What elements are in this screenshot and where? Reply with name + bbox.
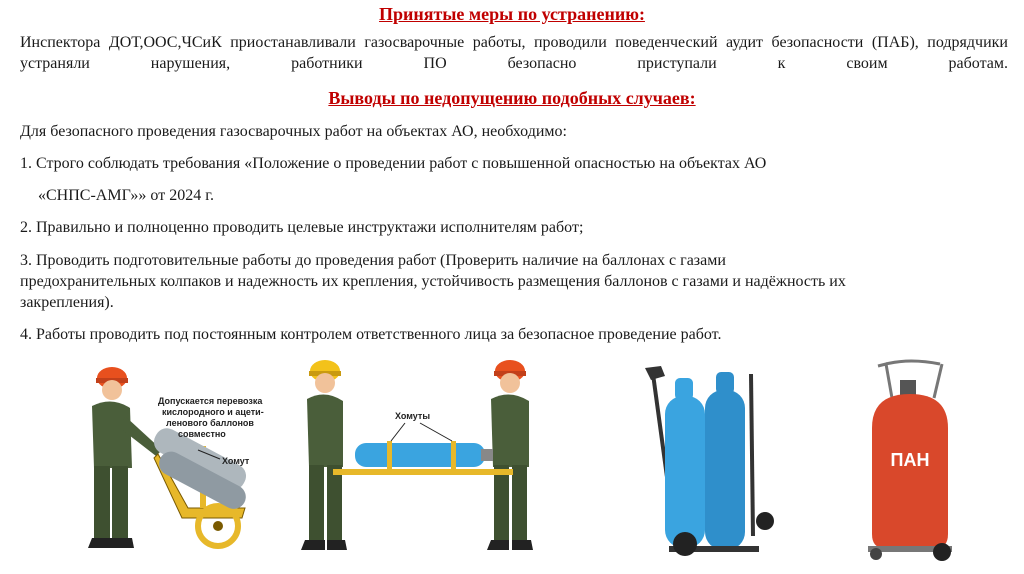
cart-transport-illustration xyxy=(70,358,285,568)
cart-caption-line: ленового баллонов xyxy=(166,418,254,428)
cart-wheel xyxy=(933,543,951,561)
conclusion-item-3-cont: предохранительных колпаков и надежность их крепления, устойчивость размещения баллонов с газами и надёжность их xyxy=(20,273,846,290)
cart-caption-line: совместно xyxy=(178,429,226,439)
conclusion-item-3: 3. Проводить подготовительные работы до проведения работ (Проверить наличие на баллонах с газами xyxy=(20,252,726,269)
propane-cylinder-illustration xyxy=(850,358,970,568)
dolly-wheel xyxy=(673,532,697,556)
gas-cylinder xyxy=(355,443,485,467)
measures-heading: Принятые меры по устранению: xyxy=(379,4,645,24)
blue-cylinders xyxy=(665,372,745,550)
measures-text: Инспектора ДОТ,ООС,ЧСиК приостанавливали газосварочные работы, проводили поведенческий аудит безопасности (ПАБ), подрядчики устраняли нарушения, работники ПО безопасно приступали к своим работам. xyxy=(20,34,1008,72)
worker-figure-right xyxy=(487,360,533,550)
cart-wheel xyxy=(870,548,882,560)
clamp-label: Хомут xyxy=(222,456,250,466)
conclusion-item-1-cont: «СНПС-АМГ»» от 2024 г. xyxy=(38,187,214,204)
conclusion-item-4: 4. Работы проводить под постоянным контролем ответственного лица за безопасное проведение работ. xyxy=(20,326,722,343)
clamp xyxy=(387,441,392,471)
conclusion-item-3-end: закрепления). xyxy=(20,294,114,311)
blue-cylinder-dolly-illustration xyxy=(625,356,775,566)
worker-figure xyxy=(88,367,162,548)
conclusion-item-1: 1. Строго соблюдать требования «Положение о проведении работ с повышенной опасностью на объектах АО xyxy=(20,155,767,172)
conclusions-intro: Для безопасного проведения газосварочных работ на объектах АО, необходимо: xyxy=(20,123,567,140)
propane-cylinder xyxy=(872,394,948,548)
conclusion-item-2: 2. Правильно и полноценно проводить целевые инструктажи исполнителям работ; xyxy=(20,219,584,236)
cart-caption-line: кислородного и ацети- xyxy=(162,407,264,417)
clamp xyxy=(451,441,456,471)
stretcher-transport-illustration xyxy=(295,355,560,570)
propane-label: ПАН xyxy=(890,450,930,470)
stretcher xyxy=(333,469,513,475)
dolly-wheel xyxy=(756,512,774,530)
conclusions-heading: Выводы по недопущению подобных случаев: xyxy=(328,88,696,108)
cart-caption-line: Допускается перевозка xyxy=(158,396,263,406)
worker-figure-left xyxy=(301,360,347,550)
clamps-label: Хомуты xyxy=(395,411,431,421)
